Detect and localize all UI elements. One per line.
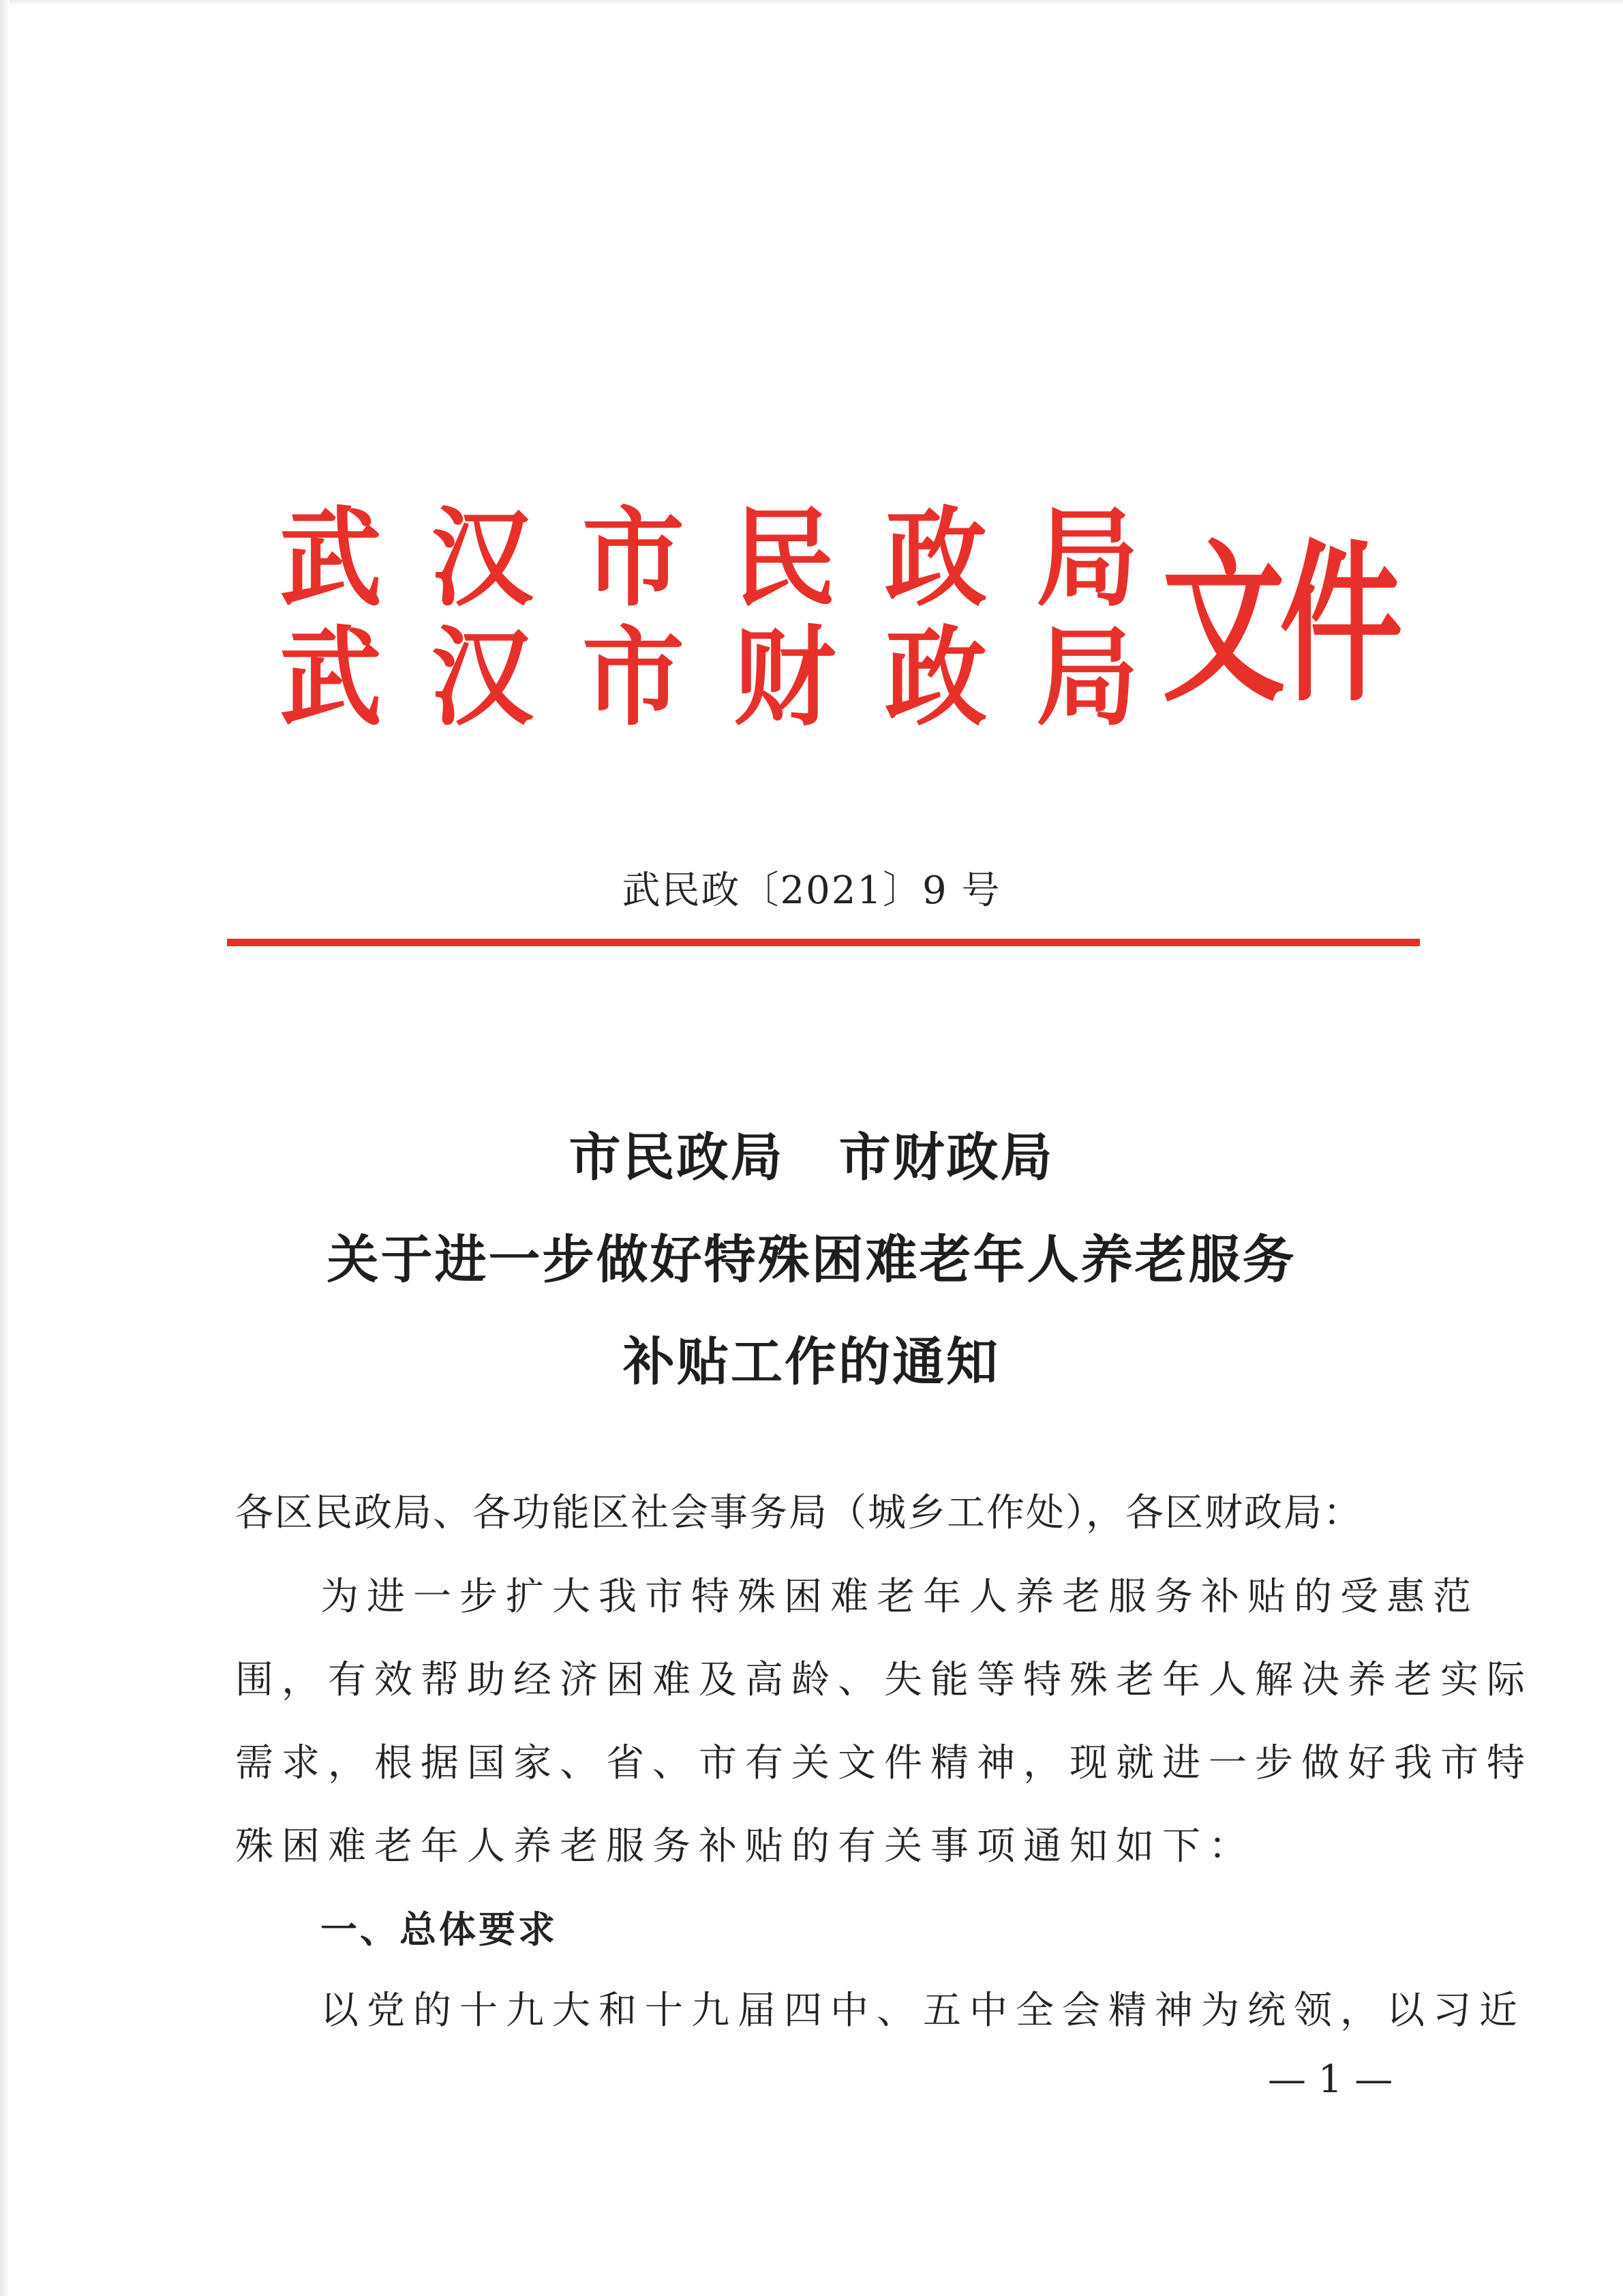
issuer-char: 政 — [885, 496, 988, 622]
document-title-line-1 — [0, 1116, 1623, 1190]
issuer-line-civil-affairs — [279, 496, 1187, 622]
paragraph-line: 为进一步扩大我市特殊困难老年人养老服务补贴的受惠范 — [320, 1575, 1479, 1619]
issuer-char: 政 — [885, 616, 988, 741]
document-title-line-2: 关于进一步做好特殊困难老年人养老服务 — [327, 1229, 1296, 1290]
issuer-char: 武 — [279, 496, 382, 622]
paragraph-line: 围，有效帮助经济困难及高龄、失能等特殊老年人解决养老实际 — [235, 1658, 1533, 1702]
document-word: 文件 — [1162, 524, 1397, 725]
issuer-char: 民 — [733, 496, 836, 622]
paragraph-line: 殊困难老年人养老服务补贴的有关事项通知如下： — [235, 1824, 1255, 1869]
issuer-char: 汉 — [431, 496, 534, 622]
salutation: 各区民政局、各功能区社会事务局（城乡工作处），各区财政局： — [235, 1491, 1363, 1535]
page-top-edge — [0, 0, 1623, 5]
issuer-char: 汉 — [431, 616, 534, 741]
issuer-char: 局 — [1036, 496, 1139, 622]
section-heading: 一、总体要求 — [320, 1908, 558, 1951]
issuer-line-finance — [279, 616, 1187, 741]
paragraph-line: 以党的十九大和十九届四中、五中全会精神为统领，以习近 — [320, 1989, 1526, 2033]
paragraph-line: 需求，根据国家、省、市有关文件精神，现就进一步做好我市特 — [235, 1741, 1533, 1785]
document-title-line-3: 补贴工作的通知 — [623, 1331, 1000, 1392]
issuer-char: 武 — [279, 616, 382, 741]
issuer-header — [279, 496, 1397, 746]
issuer-char: 市 — [582, 616, 685, 741]
red-divider-line — [227, 939, 1420, 946]
document-number: 武民政〔2021〕9 号 — [622, 868, 1001, 913]
issuer-char: 局 — [1036, 616, 1139, 741]
title-issuer-civil: 市民政局 — [568, 1127, 785, 1188]
title-issuer-finance: 市财政局 — [838, 1127, 1055, 1188]
page-number: — 1 — — [1268, 2057, 1393, 2102]
issuer-char: 市 — [582, 496, 685, 622]
issuer-char: 财 — [733, 616, 836, 741]
